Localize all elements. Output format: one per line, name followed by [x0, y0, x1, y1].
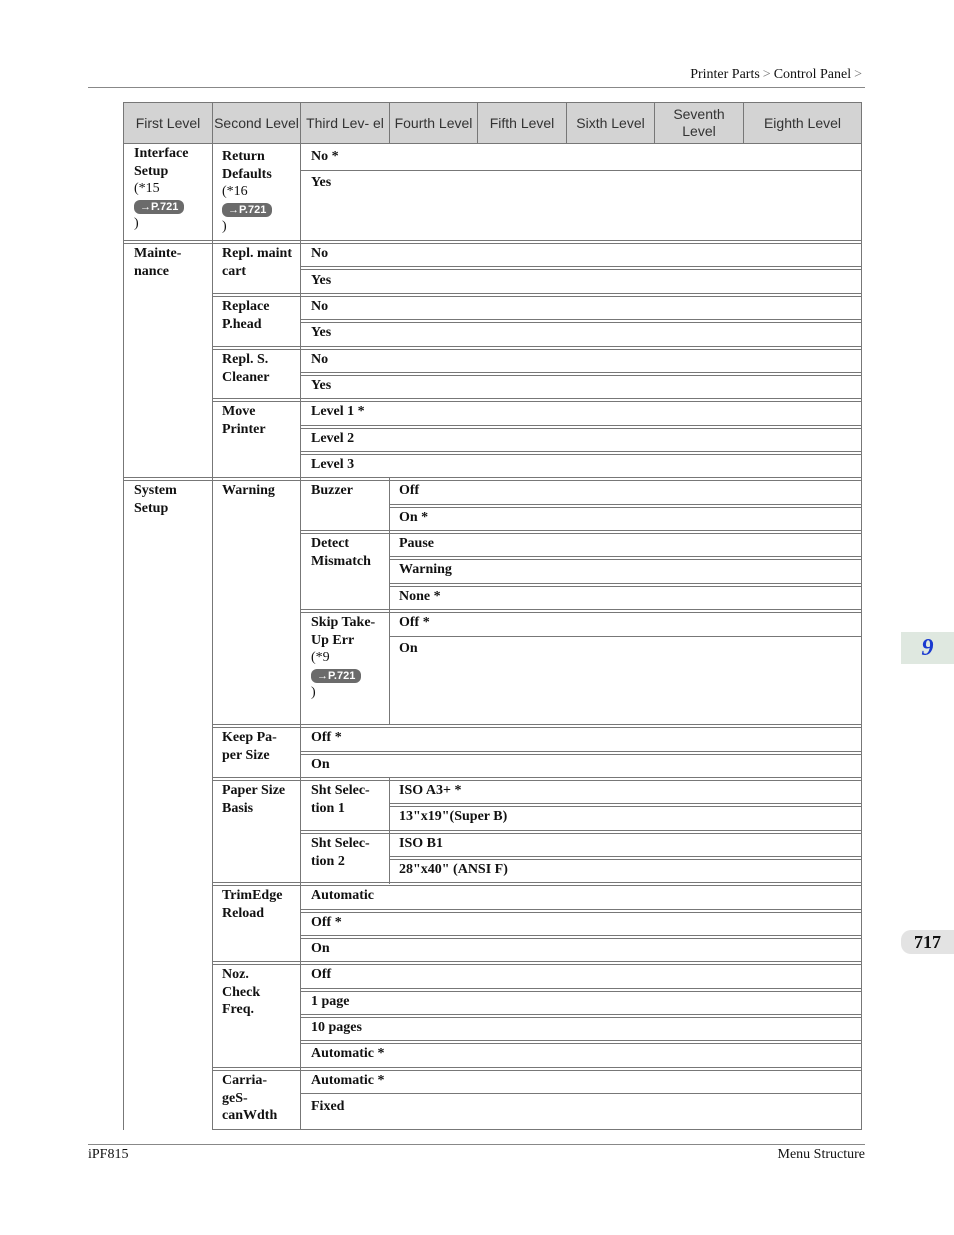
- option-off-default: Off *: [311, 730, 342, 745]
- option-1-page: 1 page: [311, 994, 350, 1009]
- second-level-repl-maint-cart: Repl. maint cart: [222, 246, 292, 279]
- footer-rule: [88, 1144, 865, 1145]
- row-border: [212, 882, 861, 886]
- option-yes: Yes: [311, 273, 332, 288]
- row-border: [300, 830, 861, 834]
- row-border: [300, 935, 861, 939]
- option-yes: Yes: [311, 325, 332, 340]
- option-off-default: Off *: [399, 615, 430, 630]
- page-number-tab: 717: [901, 930, 954, 954]
- option-on: On: [311, 757, 330, 772]
- option-no: No: [311, 352, 329, 367]
- chapter-tab: 9: [901, 632, 954, 664]
- breadcrumb-separator: >: [762, 67, 771, 82]
- footer-model-name: iPF815: [88, 1147, 129, 1162]
- column-border: [212, 144, 213, 1130]
- row-border: [300, 1093, 861, 1094]
- section-border: [123, 240, 861, 244]
- section-border: [123, 477, 861, 481]
- second-level-carriage-scan-width: Carria- geS- canWdth: [222, 1073, 278, 1123]
- row-border: [389, 583, 861, 587]
- third-level-detect-mismatch: Detect Mismatch: [311, 536, 371, 569]
- row-border: [389, 856, 861, 860]
- option-super-b: 13"x19"(Super B): [399, 809, 508, 824]
- row-border: [212, 777, 861, 781]
- third-level-buzzer: Buzzer: [311, 483, 353, 498]
- second-level-warning: Warning: [222, 483, 275, 498]
- row-border: [212, 1067, 861, 1071]
- row-border: [300, 425, 861, 429]
- second-level-noz-check-freq: Noz. Check Freq.: [222, 967, 261, 1017]
- cell-text: Skip Take-Up Err: [311, 615, 376, 648]
- row-border: [300, 909, 861, 913]
- closing-paren: ): [311, 685, 316, 700]
- row-border: [300, 751, 861, 755]
- option-off: Off: [311, 967, 332, 982]
- closing-paren: ): [222, 219, 227, 234]
- cell-text: Interface Setup: [134, 146, 189, 179]
- footnote-ref: (*16: [222, 184, 248, 199]
- second-level-repl-s-cleaner: Repl. S. Cleaner: [222, 352, 270, 385]
- footer-section-title: Menu Structure: [777, 1147, 865, 1162]
- closing-paren: ): [134, 216, 139, 231]
- row-border: [300, 319, 861, 323]
- row-border: [300, 1014, 861, 1018]
- option-no: No: [311, 299, 329, 314]
- header-first-level: First Level: [123, 102, 213, 144]
- option-automatic-default: Automatic *: [311, 1073, 385, 1088]
- row-border: [300, 266, 861, 270]
- option-none-default: None *: [399, 589, 441, 604]
- option-level-3: Level 3: [311, 457, 355, 472]
- row-border: [212, 724, 861, 728]
- header-third-level: Third Lev- el: [300, 102, 390, 144]
- third-level-sht-selection-1: Sht Selec- tion 1: [311, 783, 370, 816]
- header-fourth-level: Fourth Level: [389, 102, 478, 144]
- header-sixth-level: Sixth Level: [566, 102, 655, 144]
- row-border: [212, 961, 861, 965]
- header-eighth-level: Eighth Level: [743, 102, 862, 144]
- cell-text: Return Defaults: [222, 149, 272, 182]
- row-border: [300, 609, 861, 613]
- option-iso-a3-plus-default: ISO A3+ *: [399, 783, 462, 798]
- header-seventh-level: Seventh Level: [654, 102, 744, 144]
- option-off: Off: [399, 483, 420, 498]
- footnote-ref: (*15: [134, 181, 160, 196]
- option-automatic-default: Automatic *: [311, 1046, 385, 1061]
- option-off-default: Off *: [311, 915, 342, 930]
- page-link-badge[interactable]: →P.721: [311, 669, 361, 683]
- row-border: [300, 170, 861, 171]
- page-link-badge[interactable]: →P.721: [134, 200, 184, 214]
- second-level-paper-size-basis: Paper Size Basis: [222, 783, 286, 816]
- row-border: [389, 504, 861, 508]
- option-ansi-f: 28"x40" (ANSI F): [399, 862, 508, 877]
- option-iso-b1: ISO B1: [399, 836, 443, 851]
- option-10-pages: 10 pages: [311, 1020, 362, 1035]
- option-no: No: [311, 246, 329, 261]
- breadcrumb: [690, 67, 865, 83]
- second-level-replace-phead: Replace P.head: [222, 299, 270, 332]
- row-border: [300, 372, 861, 376]
- row-border: [389, 636, 861, 637]
- breadcrumb-item: Printer Parts: [690, 67, 760, 82]
- option-on: On: [399, 641, 418, 656]
- row-border: [389, 556, 861, 560]
- option-on-default: On *: [399, 510, 429, 525]
- row-border: [212, 346, 861, 350]
- second-level-trimedge-reload: TrimEdge Reload: [222, 888, 283, 921]
- option-level-1-default: Level 1 *: [311, 404, 365, 419]
- column-border: [389, 478, 390, 725]
- header-rule: [88, 87, 865, 88]
- third-level-sht-selection-2: Sht Selec- tion 2: [311, 836, 370, 869]
- row-border: [389, 803, 861, 807]
- header-fifth-level: Fifth Level: [477, 102, 567, 144]
- second-level-return-defaults: [222, 148, 298, 236]
- option-pause: Pause: [399, 536, 434, 551]
- option-fixed: Fixed: [311, 1099, 345, 1114]
- column-border: [300, 144, 301, 1130]
- option-yes: Yes: [311, 175, 332, 190]
- header-second-level: Second Level: [212, 102, 301, 144]
- option-level-2: Level 2: [311, 431, 355, 446]
- second-level-move-printer: Move Printer: [222, 404, 266, 437]
- row-border: [300, 451, 861, 455]
- page-link-badge[interactable]: →P.721: [222, 203, 272, 217]
- table-bottom-border: [212, 1129, 862, 1130]
- breadcrumb-separator: >: [854, 67, 862, 82]
- option-no-default: No *: [311, 149, 339, 164]
- row-border: [212, 398, 861, 402]
- column-border: [123, 144, 124, 1130]
- row-border: [300, 988, 861, 992]
- row-border: [300, 1040, 861, 1044]
- column-border: [861, 144, 862, 1130]
- first-level-interface-setup: [134, 145, 210, 233]
- option-automatic: Automatic: [311, 888, 374, 903]
- second-level-keep-paper-size: Keep Pa- per Size: [222, 730, 277, 763]
- option-yes: Yes: [311, 378, 332, 393]
- footnote-ref: (*9: [311, 650, 330, 665]
- option-warning: Warning: [399, 562, 452, 577]
- option-on: On: [311, 941, 330, 956]
- row-border: [300, 530, 861, 534]
- breadcrumb-item: Control Panel: [773, 67, 852, 82]
- third-level-skip-take-up-err: [311, 614, 387, 702]
- first-level-maintenance: Mainte- nance: [134, 246, 182, 279]
- first-level-system-setup: System Setup: [134, 483, 177, 516]
- row-border: [212, 293, 861, 297]
